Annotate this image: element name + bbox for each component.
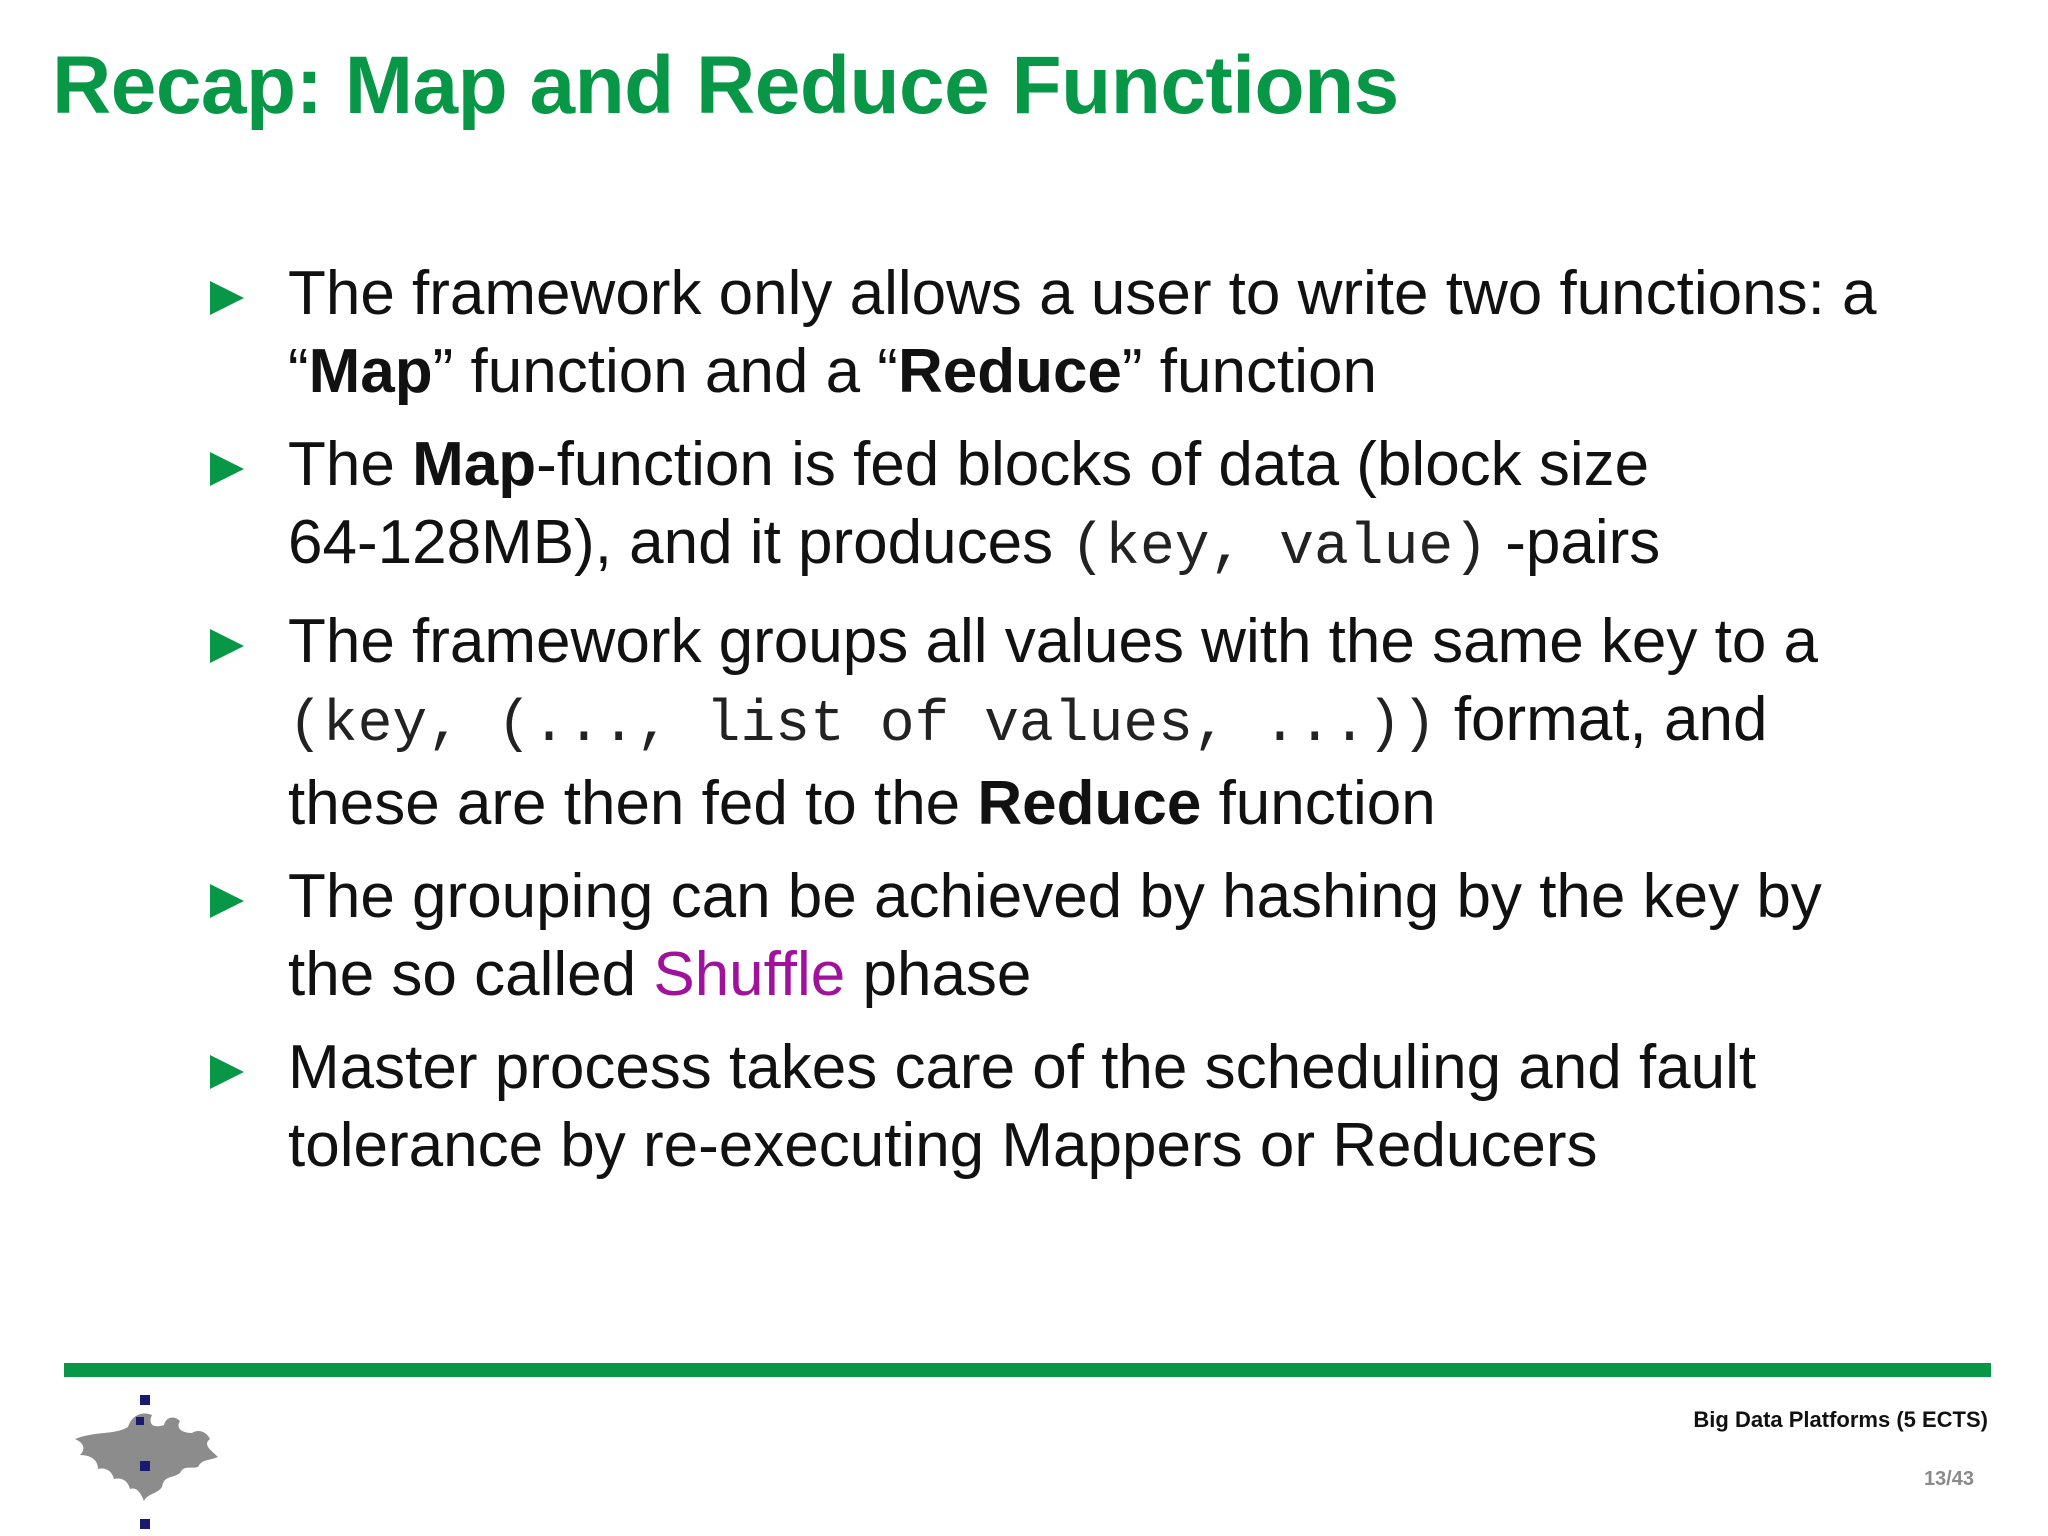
bullet-list xyxy=(210,255,1930,1200)
bullet-item xyxy=(210,858,1930,1014)
code-snippet: (key, value) xyxy=(1070,516,1488,581)
triangle-bullet-icon xyxy=(210,452,244,486)
bullet-item xyxy=(210,603,1930,843)
bullet-item xyxy=(210,426,1930,588)
bullet-line: Master process takes care of the scheduling and fault xyxy=(288,1033,1757,1102)
bullet-line: these are then fed to the Reduce function xyxy=(288,769,1436,838)
bullet-line: The framework groups all values with the same key to a xyxy=(288,607,1819,676)
bullet-line: the so called Shuffle phase xyxy=(288,940,1032,1009)
footer-divider xyxy=(64,1363,1991,1377)
bold-term: Map xyxy=(412,430,537,499)
bullet-item xyxy=(210,1029,1930,1185)
bullet-line: The Map-function is fed blocks of data (block size xyxy=(288,430,1650,499)
slide-title: Recap: Map and Reduce Functions xyxy=(52,40,1399,131)
triangle-bullet-icon xyxy=(210,1055,244,1089)
bullet-line: The grouping can be achieved by hashing by the key by xyxy=(288,862,1822,931)
triangle-bullet-icon xyxy=(210,629,244,663)
code-snippet: (key, (..., list of values, ...)) xyxy=(288,693,1437,758)
bullet-item xyxy=(210,255,1930,411)
triangle-bullet-icon xyxy=(210,281,244,315)
bullet-line: tolerance by re-executing Mappers or Reducers xyxy=(288,1111,1598,1180)
page-number: 13/43 xyxy=(1923,1468,1974,1490)
bullet-line: The framework only allows a user to write two functions: a xyxy=(288,259,1877,328)
bullet-line: (key, (..., list of values, ...)) format, and xyxy=(288,685,1768,758)
bold-term: Reduce xyxy=(897,337,1122,406)
bullet-line: “Map” function and a “Reduce” function xyxy=(288,337,1377,406)
course-name: Big Data Platforms (5 ECTS) xyxy=(1693,1407,1988,1432)
triangle-bullet-icon xyxy=(210,884,244,918)
university-flame-logo-icon xyxy=(70,1395,220,1530)
bold-term: Map xyxy=(308,337,433,406)
bold-term: Reduce xyxy=(977,769,1202,838)
bullet-line: 64-128MB), and it produces (key, value) -pairs xyxy=(288,508,1661,581)
highlighted-term: Shuffle xyxy=(653,940,846,1009)
